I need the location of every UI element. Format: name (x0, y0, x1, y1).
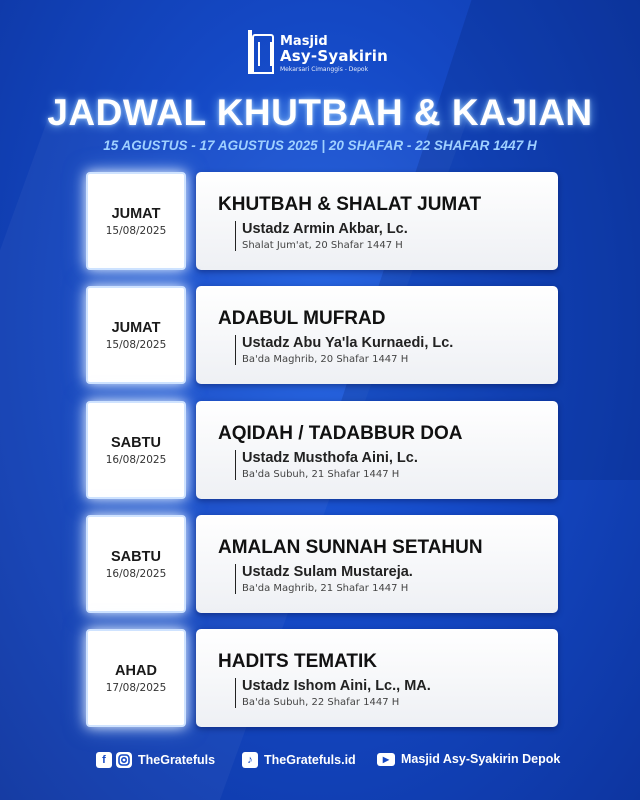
event-time: Shalat Jum'at, 20 Shafar 1447 H (242, 240, 403, 251)
date-label: 15/08/2025 (105, 224, 167, 237)
social-facebook-instagram[interactable] (96, 752, 215, 768)
social-handle-label[interactable]: TheGratefuls.id (264, 753, 356, 767)
logo-line-2: Asy-Syakirin (280, 47, 388, 65)
event-card (196, 629, 558, 727)
date-label: 17/08/2025 (105, 681, 167, 694)
event-title: HADITS TEMATIK (218, 651, 378, 672)
event-time: Ba'da Subuh, 22 Shafar 1447 H (242, 697, 400, 708)
event-card (196, 515, 558, 613)
event-detail (235, 678, 431, 708)
event-detail (235, 450, 418, 480)
speaker-name: Ustadz Ishom Aini, Lc., MA. (242, 678, 431, 694)
schedule-row (86, 401, 560, 499)
event-time: Ba'da Maghrib, 20 Shafar 1447 H (242, 354, 409, 365)
date-card (86, 629, 186, 727)
day-label: SABTU (111, 548, 161, 565)
speaker-name: Ustadz Sulam Mustareja. (242, 564, 413, 580)
speaker-name: Ustadz Musthofa Aini, Lc. (242, 450, 418, 466)
page-title: JADWAL KHUTBAH & KAJIAN (47, 92, 593, 133)
page-subtitle: 15 AGUSTUS - 17 AGUSTUS 2025 | 20 SHAFAR - 22 SHAFAR 1447 H (103, 138, 537, 153)
logo-line-3: Mekarsari Cimanggis - Depok (280, 66, 369, 73)
date-card (86, 286, 186, 384)
social-handle-label[interactable]: TheGratefuls (138, 753, 216, 767)
event-detail (235, 221, 408, 251)
social-youtube[interactable] (377, 752, 560, 766)
day-label: AHAD (115, 662, 157, 679)
social-tiktok[interactable] (242, 752, 356, 768)
schedule-row (86, 172, 560, 270)
footer (0, 752, 640, 776)
event-time: Ba'da Subuh, 21 Shafar 1447 H (242, 469, 400, 480)
date-label: 16/08/2025 (105, 567, 167, 580)
event-title: AQIDAH / TADABBUR DOA (218, 423, 463, 444)
date-label: 16/08/2025 (105, 453, 167, 466)
schedule-row (86, 629, 560, 727)
social-handle-label[interactable]: Masjid Asy-Syakirin Depok (401, 752, 561, 766)
event-title: AMALAN SUNNAH SETAHUN (218, 537, 483, 558)
event-title: KHUTBAH & SHALAT JUMAT (218, 194, 482, 215)
event-card (196, 172, 558, 270)
tiktok-icon[interactable]: ♪ (242, 752, 258, 768)
event-detail (235, 564, 413, 594)
speaker-name: Ustadz Abu Ya'la Kurnaedi, Lc. (242, 335, 454, 351)
event-title: ADABUL MUFRAD (218, 308, 386, 329)
youtube-icon[interactable]: ▶ (377, 753, 395, 766)
instagram-icon[interactable] (116, 752, 132, 768)
date-card (86, 172, 186, 270)
event-time: Ba'da Maghrib, 21 Shafar 1447 H (242, 583, 409, 594)
logo-line-1: Masjid (280, 34, 328, 49)
date-label: 15/08/2025 (105, 338, 167, 351)
facebook-icon[interactable]: f (96, 752, 112, 768)
speaker-name: Ustadz Armin Akbar, Lc. (242, 221, 408, 237)
schedule-row (86, 286, 560, 384)
event-detail (235, 335, 453, 365)
day-label: JUMAT (111, 205, 161, 222)
day-label: JUMAT (111, 319, 161, 336)
event-card (196, 286, 558, 384)
event-card (196, 401, 558, 499)
schedule-row (86, 515, 560, 613)
date-card (86, 401, 186, 499)
date-card (86, 515, 186, 613)
day-label: SABTU (111, 434, 161, 451)
